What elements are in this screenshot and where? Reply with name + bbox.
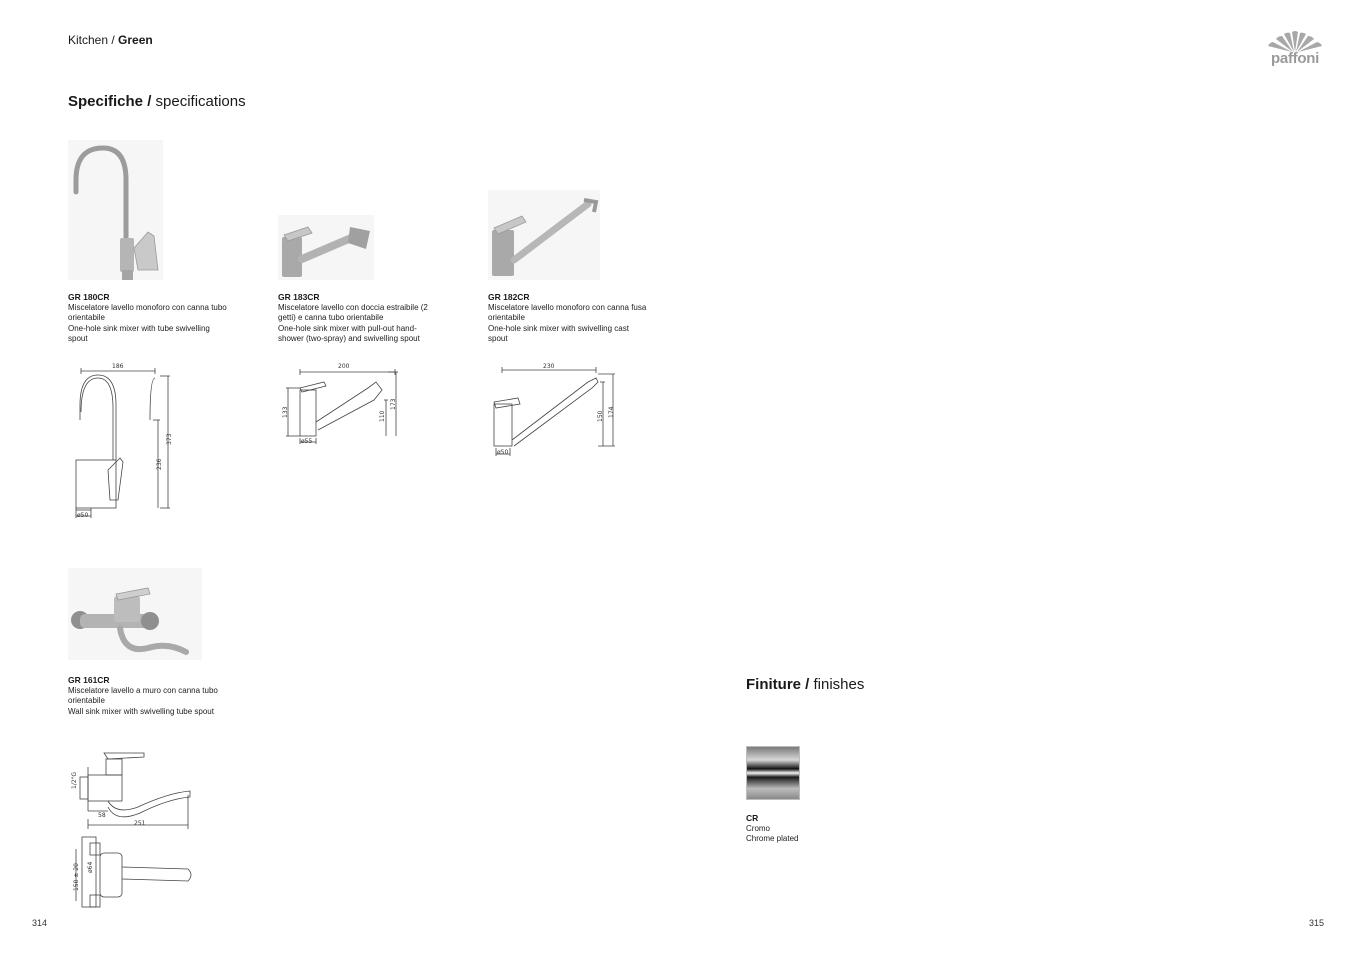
dim-label: ø55 (301, 438, 313, 445)
finishes-title-bold: Finiture / (746, 676, 810, 693)
technical-drawing-gr161cr (68, 745, 198, 920)
dim-label: 230 (543, 363, 555, 370)
specs-title-bold: Specifiche / (68, 93, 152, 110)
page-number-right: 315 (1308, 918, 1324, 928)
brand-logo (1264, 30, 1326, 72)
product-photo-gr161cr (68, 568, 202, 660)
dim-label: ø50 (497, 449, 509, 456)
product-desc-en: One-hole sink mixer with pull-out hand-shower (two-spray) and swivelling spout (278, 323, 420, 343)
finish-code: CR (746, 813, 759, 823)
breadcrumb (68, 33, 153, 47)
dim-label: 200 (338, 363, 350, 370)
dim-label: 373 (166, 433, 173, 445)
breadcrumb-current: Green (118, 33, 153, 47)
dim-label: 251 (134, 820, 146, 827)
product-photo-gr182cr (488, 190, 600, 280)
product-photo-gr180cr (68, 140, 163, 280)
specs-title (68, 93, 246, 110)
product-desc-it: Miscelatore lavello con doccia estraibile (2 getti) e canna tubo orientabile (278, 303, 428, 323)
product-desc-en: Wall sink mixer with swivelling tube spout (68, 706, 214, 716)
dim-label: ø64 (87, 861, 94, 873)
dim-label: 58 (98, 812, 106, 819)
product-desc-en: One-hole sink mixer with tube swivelling spout (68, 323, 210, 343)
specs-title-light: specifications (151, 93, 246, 110)
product-photo-gr183cr (278, 215, 374, 280)
product-info-gr183cr (278, 292, 438, 344)
finish-name-en: Chrome plated (746, 834, 799, 844)
dim-label: 1/2"G (71, 771, 78, 789)
finish-swatch-chrome (746, 746, 800, 800)
dim-label: 173 (390, 398, 397, 410)
product-code: GR 183CR (278, 292, 320, 302)
finish-name-it: Cromo (746, 824, 771, 833)
breadcrumb-prefix: Kitchen / (68, 33, 119, 47)
dim-label: 110 (379, 410, 386, 422)
dim-label: 150 (597, 410, 604, 422)
product-info-gr182cr (488, 292, 648, 344)
technical-drawing-gr180cr (68, 360, 183, 520)
product-code: GR 180CR (68, 292, 110, 302)
product-desc-it: Miscelatore lavello a muro con canna tubo orientabile (68, 686, 218, 706)
dim-label: 236 (156, 458, 163, 470)
dim-label: 186 (112, 363, 124, 370)
technical-drawing-gr183cr (278, 360, 403, 450)
finishes-title (746, 676, 864, 693)
dim-label: 150 ± 20 (73, 863, 80, 891)
brand-name: paffoni (1271, 50, 1319, 67)
product-code: GR 182CR (488, 292, 530, 302)
finish-info-chrome (746, 813, 866, 845)
page-number-left: 314 (32, 918, 48, 928)
dim-label: 174 (608, 406, 615, 418)
product-info-gr161cr (68, 675, 238, 717)
product-desc-it: Miscelatore lavello monoforo con canna tubo orientabile (68, 303, 227, 323)
dim-label: ø50 (77, 512, 89, 519)
finishes-title-light: finishes (809, 676, 865, 693)
product-info-gr180cr (68, 292, 228, 344)
dim-label: 133 (282, 406, 289, 418)
product-desc-en: One-hole sink mixer with swivelling cast spout (488, 323, 629, 343)
technical-drawing-gr182cr (488, 360, 623, 460)
product-desc-it: Miscelatore lavello monoforo con canna fusa orientabile (488, 303, 647, 323)
product-code: GR 161CR (68, 675, 110, 685)
